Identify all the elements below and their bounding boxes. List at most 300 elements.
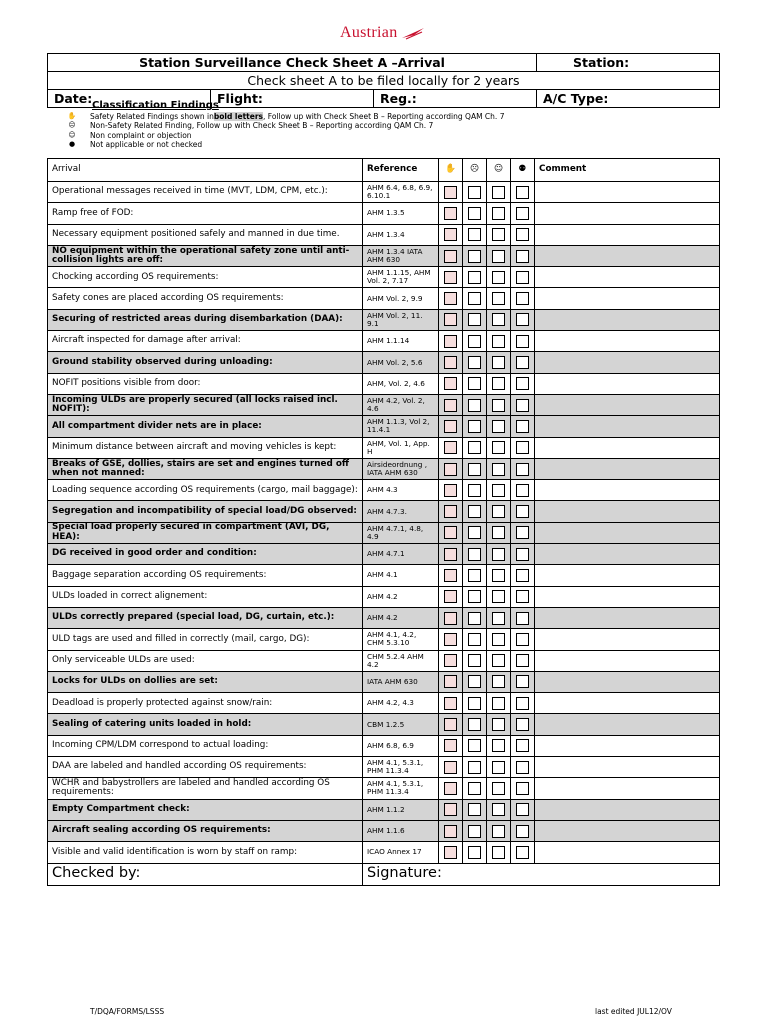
safety-finding-checkbox[interactable] (444, 292, 457, 305)
comment-cell[interactable] (535, 224, 720, 245)
reference-cell: AHM Vol. 2, 11. 9.1 (363, 309, 439, 330)
safety-finding-checkbox[interactable] (444, 186, 457, 199)
non-safety-finding-checkbox-cell (463, 288, 487, 309)
check-item: Incoming ULDs are properly secured (all locks raised incl. NOFIT): (48, 394, 363, 415)
reference-cell: CBM 1.2.5 (363, 714, 439, 735)
no-objection-checkbox[interactable] (492, 335, 505, 348)
no-objection-checkbox-cell (487, 842, 511, 863)
checked-by-field[interactable]: Checked by: (48, 863, 363, 885)
reference-cell: AHM 4.1, 5.3.1, PHM 11.3.4 (363, 757, 439, 778)
no-objection-checkbox[interactable] (492, 590, 505, 603)
no-objection-checkbox[interactable] (492, 675, 505, 688)
not-applicable-checkbox[interactable] (516, 186, 529, 199)
safety-finding-checkbox[interactable] (444, 675, 457, 688)
non-safety-finding-checkbox[interactable] (468, 441, 481, 454)
no-objection-checkbox[interactable] (492, 633, 505, 646)
comment-cell[interactable] (535, 565, 720, 586)
no-objection-checkbox-cell (487, 714, 511, 735)
date-field[interactable]: Date: (48, 90, 211, 108)
not-applicable-checkbox[interactable] (516, 207, 529, 220)
no-objection-checkbox[interactable] (492, 612, 505, 625)
non-safety-finding-checkbox[interactable] (468, 484, 481, 497)
safety-finding-checkbox-cell (439, 288, 463, 309)
safety-finding-checkbox[interactable] (444, 207, 457, 220)
not-applicable-checkbox-cell (511, 629, 535, 650)
no-objection-checkbox[interactable] (492, 548, 505, 561)
no-objection-checkbox-cell (487, 331, 511, 352)
not-applicable-checkbox[interactable] (516, 526, 529, 539)
comment-cell[interactable] (535, 544, 720, 565)
safety-finding-checkbox-cell (439, 565, 463, 586)
non-safety-finding-checkbox-cell (463, 416, 487, 437)
reference-header: Reference (363, 159, 439, 182)
checklist-row (48, 309, 720, 330)
check-item: Ramp free of FOD: (48, 203, 363, 224)
comment-cell[interactable] (535, 437, 720, 458)
comment-cell[interactable] (535, 842, 720, 863)
non-safety-finding-checkbox[interactable] (468, 186, 481, 199)
not-applicable-checkbox[interactable] (516, 697, 529, 710)
reference-cell: ICAO Annex 17 (363, 842, 439, 863)
not-applicable-checkbox[interactable] (516, 335, 529, 348)
comment-cell[interactable] (535, 331, 720, 352)
no-objection-checkbox[interactable] (492, 825, 505, 838)
safety-finding-checkbox[interactable] (444, 526, 457, 539)
reference-cell: AHM 4.2 (363, 607, 439, 628)
safety-finding-checkbox-cell (439, 224, 463, 245)
bold-letters-highlight: bold letters (213, 111, 264, 121)
check-item: Necessary equipment positioned safely and manned in due time. (48, 224, 363, 245)
not-applicable-checkbox-cell (511, 757, 535, 778)
not-applicable-checkbox[interactable] (516, 271, 529, 284)
non-safety-finding-checkbox[interactable] (468, 697, 481, 710)
comment-cell[interactable] (535, 394, 720, 415)
neutral-face-icon: ● (68, 140, 76, 149)
not-applicable-checkbox[interactable] (516, 782, 529, 795)
comment-cell[interactable] (535, 416, 720, 437)
not-applicable-checkbox[interactable] (516, 228, 529, 241)
safety-finding-checkbox[interactable] (444, 548, 457, 561)
no-objection-checkbox-cell (487, 607, 511, 628)
safety-finding-checkbox-cell (439, 267, 463, 288)
non-safety-finding-checkbox[interactable] (468, 463, 481, 476)
reference-cell: AHM 4.2 (363, 586, 439, 607)
non-safety-finding-checkbox-cell (463, 373, 487, 394)
reference-cell: AHM 4.1, 5.3.1, PHM 11.3.4 (363, 778, 439, 799)
safety-finding-checkbox[interactable] (444, 654, 457, 667)
non-safety-finding-checkbox[interactable] (468, 825, 481, 838)
not-applicable-checkbox[interactable] (516, 718, 529, 731)
safety-finding-checkbox[interactable] (444, 569, 457, 582)
no-objection-checkbox[interactable] (492, 718, 505, 731)
no-objection-checkbox[interactable] (492, 846, 505, 859)
safety-finding-checkbox[interactable] (444, 484, 457, 497)
non-safety-finding-checkbox-cell (463, 437, 487, 458)
not-applicable-checkbox[interactable] (516, 761, 529, 774)
no-objection-checkbox-cell (487, 650, 511, 671)
comment-cell[interactable] (535, 671, 720, 692)
not-applicable-checkbox[interactable] (516, 548, 529, 561)
safety-finding-checkbox-cell (439, 331, 463, 352)
safety-finding-checkbox-cell (439, 607, 463, 628)
not-applicable-checkbox-cell (511, 331, 535, 352)
non-safety-finding-checkbox[interactable] (468, 335, 481, 348)
non-safety-finding-checkbox-cell (463, 714, 487, 735)
reference-cell: AHM Vol. 2, 9.9 (363, 288, 439, 309)
non-safety-finding-checkbox-cell (463, 203, 487, 224)
legend-item: ● Not applicable or not checked (54, 140, 504, 150)
safety-finding-checkbox[interactable] (444, 463, 457, 476)
not-applicable-checkbox[interactable] (516, 356, 529, 369)
reference-cell: CHM 5.2.4 AHM 4.2 (363, 650, 439, 671)
non-safety-finding-checkbox[interactable] (468, 739, 481, 752)
non-safety-finding-checkbox-cell (463, 245, 487, 266)
check-item: Operational messages received in time (MVT, LDM, CPM, etc.): (48, 182, 363, 203)
no-objection-checkbox[interactable] (492, 250, 505, 263)
non-safety-finding-checkbox[interactable] (468, 612, 481, 625)
check-item: Securing of restricted areas during disembarkation (DAA): (48, 309, 363, 330)
no-objection-checkbox-cell (487, 544, 511, 565)
safety-finding-checkbox[interactable] (444, 313, 457, 326)
station-field[interactable]: Station: (537, 54, 720, 72)
not-applicable-checkbox[interactable] (516, 675, 529, 688)
safety-finding-checkbox[interactable] (444, 718, 457, 731)
no-objection-checkbox[interactable] (492, 228, 505, 241)
safety-finding-checkbox[interactable] (444, 803, 457, 816)
non-safety-finding-checkbox-cell (463, 522, 487, 543)
not-applicable-checkbox[interactable] (516, 803, 529, 816)
safety-finding-checkbox[interactable] (444, 697, 457, 710)
comment-cell[interactable] (535, 757, 720, 778)
not-applicable-checkbox[interactable] (516, 633, 529, 646)
not-applicable-checkbox[interactable] (516, 399, 529, 412)
non-safety-finding-checkbox[interactable] (468, 782, 481, 795)
no-objection-checkbox[interactable] (492, 420, 505, 433)
checklist-row (48, 522, 720, 543)
not-applicable-checkbox[interactable] (516, 825, 529, 838)
no-objection-checkbox-cell (487, 820, 511, 841)
non-safety-finding-checkbox-cell (463, 352, 487, 373)
not-applicable-checkbox-cell (511, 799, 535, 820)
check-item: Ground stability observed during unloading: (48, 352, 363, 373)
not-applicable-checkbox-cell (511, 650, 535, 671)
comment-cell[interactable] (535, 182, 720, 203)
non-safety-finding-checkbox[interactable] (468, 271, 481, 284)
non-safety-finding-checkbox[interactable] (468, 228, 481, 241)
not-applicable-checkbox[interactable] (516, 505, 529, 518)
safety-finding-checkbox-cell (439, 842, 463, 863)
non-safety-finding-checkbox[interactable] (468, 420, 481, 433)
not-applicable-checkbox-cell (511, 416, 535, 437)
sad-face-icon: ☹ (463, 159, 487, 182)
reference-cell: Airsideordnung , IATA AHM 630 (363, 458, 439, 479)
not-applicable-checkbox[interactable] (516, 463, 529, 476)
not-applicable-checkbox[interactable] (516, 377, 529, 390)
comment-cell[interactable] (535, 629, 720, 650)
safety-finding-checkbox[interactable] (444, 782, 457, 795)
checklist-row (48, 778, 720, 799)
non-safety-finding-checkbox[interactable] (468, 505, 481, 518)
safety-finding-checkbox-cell (439, 671, 463, 692)
comment-cell[interactable] (535, 288, 720, 309)
check-item: ULDs loaded in correct alignement: (48, 586, 363, 607)
no-objection-checkbox[interactable] (492, 399, 505, 412)
non-safety-finding-checkbox[interactable] (468, 590, 481, 603)
comment-cell[interactable] (535, 693, 720, 714)
comment-cell[interactable] (535, 820, 720, 841)
hand-icon: ✋ (439, 159, 463, 182)
happy-face-icon: ☺ (68, 130, 76, 139)
not-applicable-checkbox[interactable] (516, 612, 529, 625)
safety-finding-checkbox-cell (439, 394, 463, 415)
not-applicable-checkbox[interactable] (516, 250, 529, 263)
safety-finding-checkbox[interactable] (444, 271, 457, 284)
non-safety-finding-checkbox-cell (463, 629, 487, 650)
non-safety-finding-checkbox[interactable] (468, 803, 481, 816)
no-objection-checkbox[interactable] (492, 505, 505, 518)
safety-finding-checkbox-cell (439, 778, 463, 799)
non-safety-finding-checkbox-cell (463, 565, 487, 586)
safety-finding-checkbox-cell (439, 735, 463, 756)
non-safety-finding-checkbox[interactable] (468, 399, 481, 412)
safety-finding-checkbox[interactable] (444, 612, 457, 625)
not-applicable-checkbox-cell (511, 544, 535, 565)
non-safety-finding-checkbox[interactable] (468, 313, 481, 326)
not-applicable-checkbox[interactable] (516, 739, 529, 752)
not-applicable-checkbox-cell (511, 437, 535, 458)
safety-finding-checkbox[interactable] (444, 250, 457, 263)
not-applicable-checkbox-cell (511, 565, 535, 586)
not-applicable-checkbox-cell (511, 373, 535, 394)
not-applicable-checkbox-cell (511, 842, 535, 863)
reference-cell: AHM 4.7.3. (363, 501, 439, 522)
safety-finding-checkbox[interactable] (444, 377, 457, 390)
no-objection-checkbox[interactable] (492, 377, 505, 390)
safety-finding-checkbox[interactable] (444, 633, 457, 646)
check-item: Special load properly secured in compartment (AVI, DG, HEA): (48, 522, 363, 543)
classification-title: Classification Findings (92, 100, 219, 111)
reference-cell: AHM 4.3 (363, 480, 439, 501)
no-objection-checkbox[interactable] (492, 441, 505, 454)
safety-finding-checkbox[interactable] (444, 441, 457, 454)
no-objection-checkbox[interactable] (492, 484, 505, 497)
safety-finding-checkbox[interactable] (444, 590, 457, 603)
not-applicable-checkbox[interactable] (516, 441, 529, 454)
no-objection-checkbox-cell (487, 288, 511, 309)
checklist-row (48, 650, 720, 671)
safety-finding-checkbox[interactable] (444, 739, 457, 752)
non-safety-finding-checkbox[interactable] (468, 633, 481, 646)
not-applicable-checkbox-cell (511, 480, 535, 501)
checklist-row (48, 820, 720, 841)
non-safety-finding-checkbox-cell (463, 544, 487, 565)
not-applicable-checkbox[interactable] (516, 313, 529, 326)
reference-cell: AHM Vol. 2, 5.6 (363, 352, 439, 373)
non-safety-finding-checkbox-cell (463, 480, 487, 501)
classification-legend (54, 101, 504, 150)
non-safety-finding-checkbox[interactable] (468, 569, 481, 582)
non-safety-finding-checkbox[interactable] (468, 377, 481, 390)
not-applicable-checkbox[interactable] (516, 846, 529, 859)
non-safety-finding-checkbox[interactable] (468, 356, 481, 369)
not-applicable-checkbox[interactable] (516, 569, 529, 582)
not-applicable-checkbox-cell (511, 182, 535, 203)
neutral-face-icon: ⚉ (511, 159, 535, 182)
non-safety-finding-checkbox[interactable] (468, 675, 481, 688)
safety-finding-checkbox-cell (439, 373, 463, 394)
no-objection-checkbox[interactable] (492, 697, 505, 710)
safety-finding-checkbox[interactable] (444, 420, 457, 433)
comment-cell[interactable] (535, 799, 720, 820)
comment-cell[interactable] (535, 245, 720, 266)
checklist-row (48, 842, 720, 863)
sheet-title: Station Surveillance Check Sheet A –Arrival (48, 54, 537, 72)
non-safety-finding-checkbox-cell (463, 267, 487, 288)
safety-finding-checkbox[interactable] (444, 761, 457, 774)
non-safety-finding-checkbox[interactable] (468, 654, 481, 667)
safety-finding-checkbox[interactable] (444, 505, 457, 518)
comment-cell[interactable] (535, 501, 720, 522)
comment-cell[interactable] (535, 203, 720, 224)
no-objection-checkbox[interactable] (492, 654, 505, 667)
comment-cell[interactable] (535, 480, 720, 501)
comment-cell[interactable] (535, 586, 720, 607)
not-applicable-checkbox-cell (511, 245, 535, 266)
no-objection-checkbox[interactable] (492, 313, 505, 326)
table-header-row (48, 159, 720, 182)
footer-form-code: T/DQA/FORMS/LSSS (90, 1007, 165, 1016)
safety-finding-checkbox[interactable] (444, 399, 457, 412)
hand-icon: ✋ (67, 111, 77, 120)
no-objection-checkbox[interactable] (492, 782, 505, 795)
safety-finding-checkbox[interactable] (444, 335, 457, 348)
no-objection-checkbox[interactable] (492, 207, 505, 220)
comment-cell[interactable] (535, 373, 720, 394)
safety-finding-checkbox-cell (439, 650, 463, 671)
not-applicable-checkbox[interactable] (516, 654, 529, 667)
signoff-row (48, 863, 720, 885)
non-safety-finding-checkbox[interactable] (468, 761, 481, 774)
no-objection-checkbox[interactable] (492, 186, 505, 199)
no-objection-checkbox[interactable] (492, 356, 505, 369)
non-safety-finding-checkbox-cell (463, 820, 487, 841)
footer-last-edited: last edited JUL12/OV (595, 1007, 672, 1016)
no-objection-checkbox-cell (487, 735, 511, 756)
non-safety-finding-checkbox[interactable] (468, 548, 481, 561)
no-objection-checkbox[interactable] (492, 569, 505, 582)
checklist-row (48, 607, 720, 628)
reference-cell: AHM 4.1, 4.2, CHM 5.3.10 (363, 629, 439, 650)
signature-field[interactable]: Signature: (363, 863, 720, 885)
non-safety-finding-checkbox-cell (463, 842, 487, 863)
check-item: Locks for ULDs on dollies are set: (48, 671, 363, 692)
not-applicable-checkbox-cell (511, 778, 535, 799)
safety-finding-checkbox-cell (439, 458, 463, 479)
safety-finding-checkbox-cell (439, 480, 463, 501)
flight-field[interactable]: Flight: (211, 90, 374, 108)
non-safety-finding-checkbox[interactable] (468, 292, 481, 305)
comment-cell[interactable] (535, 735, 720, 756)
no-objection-checkbox[interactable] (492, 803, 505, 816)
safety-finding-checkbox[interactable] (444, 846, 457, 859)
no-objection-checkbox[interactable] (492, 271, 505, 284)
no-objection-checkbox-cell (487, 693, 511, 714)
check-item: ULD tags are used and filled in correctly (mail, cargo, DG): (48, 629, 363, 650)
not-applicable-checkbox[interactable] (516, 292, 529, 305)
no-objection-checkbox-cell (487, 245, 511, 266)
safety-finding-checkbox-cell (439, 522, 463, 543)
checklist-row (48, 586, 720, 607)
not-applicable-checkbox-cell (511, 522, 535, 543)
no-objection-checkbox[interactable] (492, 761, 505, 774)
check-item: Sealing of catering units loaded in hold: (48, 714, 363, 735)
safety-finding-checkbox[interactable] (444, 825, 457, 838)
comment-cell[interactable] (535, 607, 720, 628)
non-safety-finding-checkbox[interactable] (468, 207, 481, 220)
not-applicable-checkbox[interactable] (516, 590, 529, 603)
not-applicable-checkbox-cell (511, 309, 535, 330)
reference-cell: AHM 1.1.2 (363, 799, 439, 820)
no-objection-checkbox-cell (487, 309, 511, 330)
safety-finding-checkbox[interactable] (444, 228, 457, 241)
non-safety-finding-checkbox[interactable] (468, 250, 481, 263)
reference-cell: AHM 4.2, Vol. 2, 4.6 (363, 394, 439, 415)
comment-cell[interactable] (535, 522, 720, 543)
non-safety-finding-checkbox[interactable] (468, 846, 481, 859)
ac-type-field[interactable]: A/C Type: (537, 90, 720, 108)
no-objection-checkbox[interactable] (492, 739, 505, 752)
safety-finding-checkbox-cell (439, 820, 463, 841)
no-objection-checkbox[interactable] (492, 292, 505, 305)
comment-cell[interactable] (535, 714, 720, 735)
no-objection-checkbox[interactable] (492, 463, 505, 476)
not-applicable-checkbox-cell (511, 203, 535, 224)
checklist-row (48, 799, 720, 820)
comment-cell[interactable] (535, 267, 720, 288)
not-applicable-checkbox[interactable] (516, 420, 529, 433)
comment-cell[interactable] (535, 309, 720, 330)
safety-finding-checkbox[interactable] (444, 356, 457, 369)
checklist-row (48, 203, 720, 224)
checklist-row (48, 480, 720, 501)
non-safety-finding-checkbox-cell (463, 182, 487, 203)
non-safety-finding-checkbox[interactable] (468, 718, 481, 731)
check-item: Aircraft sealing according OS requirements: (48, 820, 363, 841)
non-safety-finding-checkbox[interactable] (468, 526, 481, 539)
no-objection-checkbox-cell (487, 182, 511, 203)
comment-cell[interactable] (535, 352, 720, 373)
safety-finding-checkbox-cell (439, 757, 463, 778)
checklist-row (48, 331, 720, 352)
comment-cell[interactable] (535, 458, 720, 479)
reference-cell: AHM 4.2, 4.3 (363, 693, 439, 714)
reference-cell: AHM 1.3.4 IATA AHM 630 (363, 245, 439, 266)
not-applicable-checkbox[interactable] (516, 484, 529, 497)
happy-face-icon: ☺ (487, 159, 511, 182)
non-safety-finding-checkbox-cell (463, 309, 487, 330)
no-objection-checkbox-cell (487, 522, 511, 543)
comment-cell[interactable] (535, 650, 720, 671)
reg-field[interactable]: Reg.: (374, 90, 537, 108)
no-objection-checkbox-cell (487, 437, 511, 458)
no-objection-checkbox[interactable] (492, 526, 505, 539)
check-item: Incoming CPM/LDM correspond to actual loading: (48, 735, 363, 756)
check-item: Breaks of GSE, dollies, stairs are set and engines turned off when not manned: (48, 458, 363, 479)
legend-item: ✋ Safety Related Findings shown in bold letters , Follow up with Check Sheet B – Reporting according QAM Ch. 7 (54, 112, 504, 122)
reference-cell: AHM, Vol. 1, App. H (363, 437, 439, 458)
checklist-row (48, 288, 720, 309)
comment-cell[interactable] (535, 778, 720, 799)
